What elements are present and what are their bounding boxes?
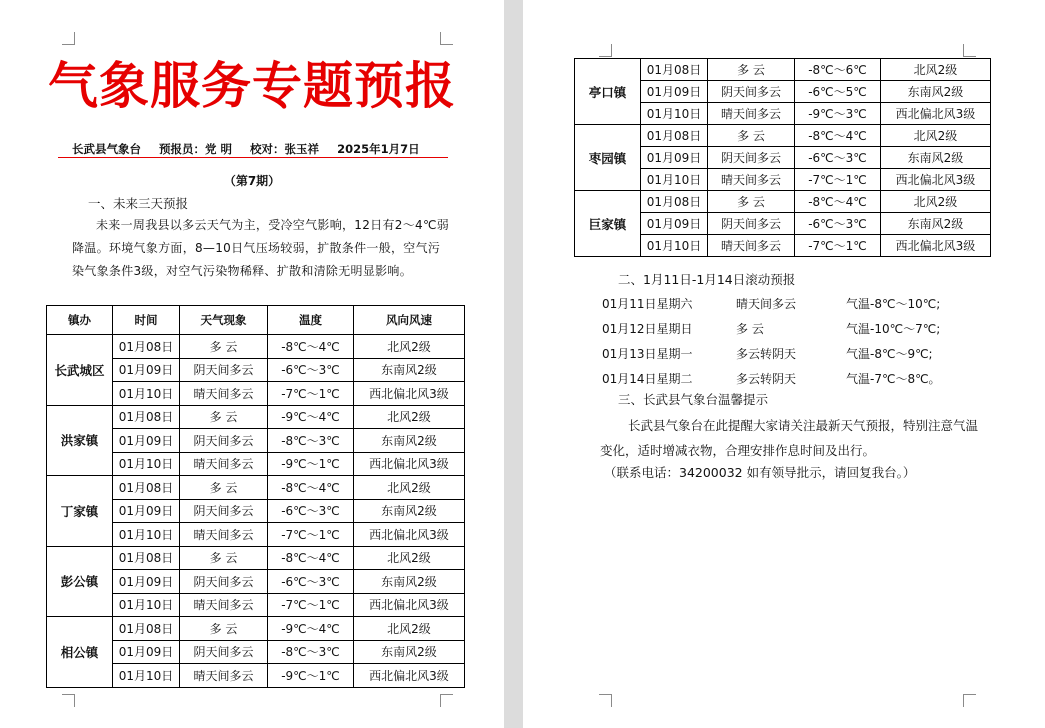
date-cell: 01月08日: [113, 405, 180, 429]
date-cell: 01月08日: [641, 59, 708, 81]
wind-cell: 北风2级: [881, 191, 991, 213]
temperature-cell: -8℃～6℃: [795, 59, 881, 81]
town-name-cell: 巨家镇: [575, 191, 641, 257]
date-cell: 01月09日: [113, 429, 180, 453]
date-cell: 01月08日: [113, 617, 180, 641]
date-cell: 01月10日: [641, 169, 708, 191]
town-name-cell: 彭公镇: [47, 546, 113, 617]
temperature-cell: -8℃～4℃: [268, 476, 354, 500]
rolling-weather: 晴天间多云: [736, 297, 797, 311]
weather-cell: 阴天间多云: [180, 499, 268, 523]
town-name-cell: 亭口镇: [575, 59, 641, 125]
temperature-cell: -7℃～1℃: [268, 382, 354, 406]
weather-cell: 晴天间多云: [708, 169, 795, 191]
issue-date: 2025年1月7日: [337, 142, 420, 156]
rolling-date: 01月11日星期六: [602, 297, 693, 311]
temperature-cell: -9℃～4℃: [268, 405, 354, 429]
column-header: 时间: [113, 306, 180, 335]
section-2-heading: 二、1月11日-1月14日滚动预报: [618, 272, 796, 287]
temperature-cell: -6℃～3℃: [268, 570, 354, 594]
wind-cell: 东南风2级: [354, 640, 465, 664]
date-cell: 01月10日: [113, 523, 180, 547]
temperature-cell: -9℃～3℃: [795, 103, 881, 125]
wind-cell: 北风2级: [881, 59, 991, 81]
byline: [72, 141, 434, 157]
table-row: [47, 335, 465, 359]
town-name-cell: 洪家镇: [47, 405, 113, 476]
temperature-cell: -7℃～1℃: [268, 523, 354, 547]
town-name-cell: 丁家镇: [47, 476, 113, 547]
date-cell: 01月10日: [641, 103, 708, 125]
date-cell: 01月09日: [641, 147, 708, 169]
temperature-cell: -9℃～1℃: [268, 664, 354, 688]
weather-cell: 晴天间多云: [180, 664, 268, 688]
weather-cell: 晴天间多云: [180, 452, 268, 476]
date-cell: 01月10日: [113, 593, 180, 617]
temperature-cell: -8℃～4℃: [268, 335, 354, 359]
page-1: [0, 0, 504, 728]
corner-mark: [440, 694, 453, 707]
date-cell: 01月09日: [113, 640, 180, 664]
section-1-paragraph: 未来一周我县以多云天气为主，受冷空气影响，12日有2～4℃弱降温。环境气象方面，8—10日气压场较弱，扩散条件一般，空气污染气象条件3级，对空气污染物稀释、扩散和清除无明显影响。: [72, 218, 450, 278]
town-name-cell: 相公镇: [47, 617, 113, 688]
date-cell: 01月08日: [641, 191, 708, 213]
temperature-cell: -8℃～3℃: [268, 640, 354, 664]
forecaster: 预报员：党 明: [159, 142, 233, 156]
rolling-weather: 多云转阴天: [736, 372, 797, 386]
temperature-cell: -9℃～4℃: [268, 617, 354, 641]
temperature-cell: -8℃～3℃: [268, 429, 354, 453]
corner-mark: [963, 44, 976, 57]
red-divider: [58, 157, 448, 158]
weather-cell: 多 云: [180, 617, 268, 641]
wind-cell: 东南风2级: [881, 213, 991, 235]
corner-mark: [62, 694, 75, 707]
date-cell: 01月10日: [641, 235, 708, 257]
wind-cell: 北风2级: [354, 617, 465, 641]
temperature-cell: -7℃～1℃: [795, 235, 881, 257]
column-header: 风向风速: [354, 306, 465, 335]
document-title: 气象服务专题预报: [48, 56, 456, 115]
table-row: [47, 405, 465, 429]
wind-cell: 北风2级: [354, 335, 465, 359]
date-cell: 01月08日: [113, 476, 180, 500]
wind-cell: 西北偏北风3级: [354, 452, 465, 476]
wind-cell: 东南风2级: [354, 429, 465, 453]
wind-cell: 西北偏北风3级: [354, 382, 465, 406]
town-name-cell: 枣园镇: [575, 125, 641, 191]
date-cell: 01月08日: [113, 546, 180, 570]
weather-cell: 晴天间多云: [708, 103, 795, 125]
town-name-cell: 长武城区: [47, 335, 113, 406]
table-row: [575, 125, 991, 147]
forecast-table-page-1: [46, 305, 465, 688]
temperature-cell: -8℃～4℃: [795, 191, 881, 213]
weather-cell: 阴天间多云: [180, 570, 268, 594]
wind-cell: 西北偏北风3级: [354, 593, 465, 617]
wind-cell: 东南风2级: [354, 358, 465, 382]
weather-cell: 多 云: [180, 546, 268, 570]
temperature-cell: -7℃～1℃: [268, 593, 354, 617]
rolling-date: 01月13日星期一: [602, 347, 693, 361]
weather-cell: 晴天间多云: [180, 523, 268, 547]
weather-cell: 阴天间多云: [180, 358, 268, 382]
wind-cell: 北风2级: [354, 476, 465, 500]
date-cell: 01月10日: [113, 382, 180, 406]
date-cell: 01月09日: [113, 358, 180, 382]
weather-cell: 晴天间多云: [180, 593, 268, 617]
station-name: 长武县气象台: [72, 142, 141, 156]
weather-cell: 多 云: [708, 125, 795, 147]
weather-cell: 阴天间多云: [180, 429, 268, 453]
table-row: [47, 617, 465, 641]
temperature-cell: -6℃～5℃: [795, 81, 881, 103]
wind-cell: 西北偏北风3级: [354, 664, 465, 688]
date-cell: 01月08日: [641, 125, 708, 147]
corner-mark: [963, 694, 976, 707]
corner-mark: [62, 32, 75, 45]
wind-cell: 北风2级: [354, 546, 465, 570]
column-header: 镇办: [47, 306, 113, 335]
table-row: [575, 59, 991, 81]
column-header: 温度: [268, 306, 354, 335]
corner-mark: [440, 32, 453, 45]
wind-cell: 北风2级: [881, 125, 991, 147]
weather-cell: 阴天间多云: [180, 640, 268, 664]
temperature-cell: -6℃～3℃: [268, 499, 354, 523]
corner-mark: [599, 694, 612, 707]
temperature-cell: -6℃～3℃: [795, 213, 881, 235]
wind-cell: 西北偏北风3级: [881, 235, 991, 257]
weather-cell: 晴天间多云: [180, 382, 268, 406]
weather-cell: 阴天间多云: [708, 147, 795, 169]
temperature-cell: -8℃～4℃: [795, 125, 881, 147]
temperature-cell: -7℃～1℃: [795, 169, 881, 191]
page-gutter: [504, 0, 523, 728]
wind-cell: 西北偏北风3级: [881, 169, 991, 191]
weather-cell: 多 云: [180, 335, 268, 359]
weather-cell: 阴天间多云: [708, 81, 795, 103]
rolling-date: 01月14日星期二: [602, 372, 693, 386]
rolling-weather: 多云转阴天: [736, 347, 797, 361]
corner-mark: [599, 44, 612, 57]
date-cell: 01月09日: [641, 81, 708, 103]
weather-cell: 晴天间多云: [708, 235, 795, 257]
date-cell: 01月08日: [113, 335, 180, 359]
weather-cell: 多 云: [180, 405, 268, 429]
temperature-cell: -6℃～3℃: [795, 147, 881, 169]
date-cell: 01月10日: [113, 664, 180, 688]
table-row: [47, 546, 465, 570]
wind-cell: 东南风2级: [881, 147, 991, 169]
section-3-heading: 三、长武县气象台温馨提示: [618, 392, 769, 407]
column-header: 天气现象: [180, 306, 268, 335]
table-row: [47, 476, 465, 500]
date-cell: 01月09日: [113, 570, 180, 594]
table-header-row: [47, 306, 465, 335]
issue-number: （第7期）: [223, 174, 281, 188]
wind-cell: 东南风2级: [881, 81, 991, 103]
temperature-cell: -9℃～1℃: [268, 452, 354, 476]
rolling-temperature: 气温-8℃～9℃;: [846, 347, 933, 361]
table-row: [575, 191, 991, 213]
weather-cell: 多 云: [708, 191, 795, 213]
rolling-temperature: 气温-7℃～8℃。: [846, 372, 941, 386]
wind-cell: 北风2级: [354, 405, 465, 429]
rolling-date: 01月12日星期日: [602, 322, 693, 336]
rolling-temperature: 气温-10℃～7℃;: [846, 322, 941, 336]
wind-cell: 东南风2级: [354, 570, 465, 594]
weather-cell: 多 云: [708, 59, 795, 81]
weather-cell: 阴天间多云: [708, 213, 795, 235]
date-cell: 01月10日: [113, 452, 180, 476]
checker: 校对：张玉祥: [250, 142, 320, 156]
rolling-temperature: 气温-8℃～10℃;: [846, 297, 941, 311]
temperature-cell: -8℃～4℃: [268, 546, 354, 570]
date-cell: 01月09日: [113, 499, 180, 523]
weather-cell: 多 云: [180, 476, 268, 500]
section-3-paragraph: 长武县气象台在此提醒大家请关注最新天气预报，特别注意气温变化，适时增减衣物，合理安排作息时间及出行。: [600, 418, 979, 458]
section-1-heading: 一、未来三天预报: [88, 196, 189, 211]
wind-cell: 西北偏北风3级: [881, 103, 991, 125]
date-cell: 01月09日: [641, 213, 708, 235]
rolling-weather: 多 云: [736, 322, 764, 336]
forecast-table-page-2: [574, 58, 991, 257]
wind-cell: 东南风2级: [354, 499, 465, 523]
temperature-cell: -6℃～3℃: [268, 358, 354, 382]
wind-cell: 西北偏北风3级: [354, 523, 465, 547]
contact-note: （联系电话：34200032 如有领导批示，请回复我台。）: [604, 465, 916, 480]
